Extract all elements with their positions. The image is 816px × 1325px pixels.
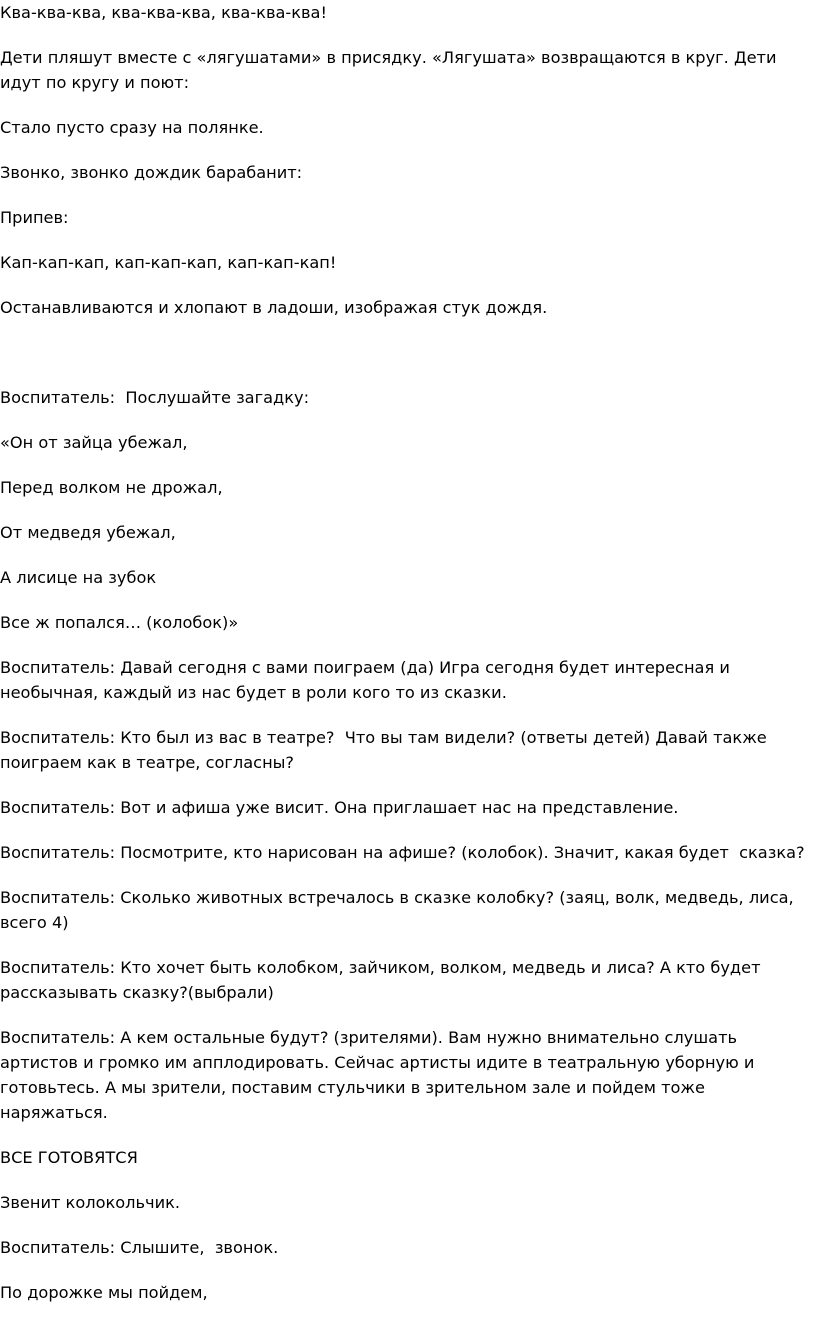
paragraph-hear-bell: Воспитатель: Слышите, звонок. <box>0 1238 279 1257</box>
paragraph-animals-count: Воспитатель: Сколько животных встречалось в сказке колобку? (заяц, волк, медведь, лиса, всего 4) <box>0 888 799 932</box>
paragraph-empty-meadow: Стало пусто сразу на полянке. <box>0 118 264 137</box>
paragraph-blank <box>0 340 812 365</box>
paragraph-play-today: Воспитатель: Давай сегодня с вами поиграем (да) Игра сегодня будет интересная и необычная, каждый из нас будет в роли кого то из сказки. <box>0 658 736 702</box>
paragraph-kap-chant: Кап-кап-кап, кап-кап-кап, кап-кап-кап! <box>0 253 337 272</box>
paragraph-riddle-line-1: «Он от зайца убежал, <box>0 433 188 452</box>
paragraph-bell-rings: Звенит колокольчик. <box>0 1193 181 1212</box>
paragraph-rain-drums: Звонко, звонко дождик барабанит: <box>0 163 303 182</box>
paragraph-riddle-line-4: А лисице на зубок <box>0 568 157 587</box>
paragraph-riddle-line-2: Перед волком не дрожал, <box>0 478 223 497</box>
paragraph-riddle-line-5: Все ж попался… (колобок)» <box>0 613 239 632</box>
paragraph-path: По дорожке мы пойдем, <box>0 1283 208 1302</box>
paragraph-audience: Воспитатель: А кем остальные будут? (зрителями). Вам нужно внимательно слушать артистов и громко им апплодировать. Сейчас артисты идите в театральную уборную и готовьтесь. А мы зрители, поставим стульчики в зрительном зале и пойдем тоже наряжаться. <box>0 1028 760 1122</box>
paragraph-roles: Воспитатель: Кто хочет быть колобком, зайчиком, волком, медведь и лиса? А кто будет рассказывать сказку?(выбрали) <box>0 958 766 1002</box>
paragraph-clapping: Останавливаются и хлопают в ладоши, изображая стук дождя. <box>0 298 548 317</box>
paragraph-chorus-label: Припев: <box>0 208 69 227</box>
paragraph-riddle-line-3: От медведя убежал, <box>0 523 176 542</box>
paragraph-poster: Воспитатель: Вот и афиша уже висит. Она приглашает нас на представление. <box>0 798 679 817</box>
paragraph-all-prepare: ВСЕ ГОТОВЯТСЯ <box>0 1148 138 1167</box>
paragraph-riddle-intro: Воспитатель: Послушайте загадку: <box>0 388 310 407</box>
paragraph-frogs-dance: Дети пляшут вместе с «лягушатами» в присядку. «Лягушата» возвращаются в круг. Дети идут по кругу и поют: <box>0 48 782 92</box>
paragraph-poster-question: Воспитатель: Посмотрите, кто нарисован на афише? (колобок). Значит, какая будет сказка? <box>0 843 805 862</box>
paragraph-theatre-question: Воспитатель: Кто был из вас в театре? Что вы там видели? (ответы детей) Давай также поиграем как в театре, согласны? <box>0 728 772 772</box>
paragraph-kva-chant: Ква-ква-ква, ква-ква-ква, ква-ква-ква! <box>0 3 327 22</box>
